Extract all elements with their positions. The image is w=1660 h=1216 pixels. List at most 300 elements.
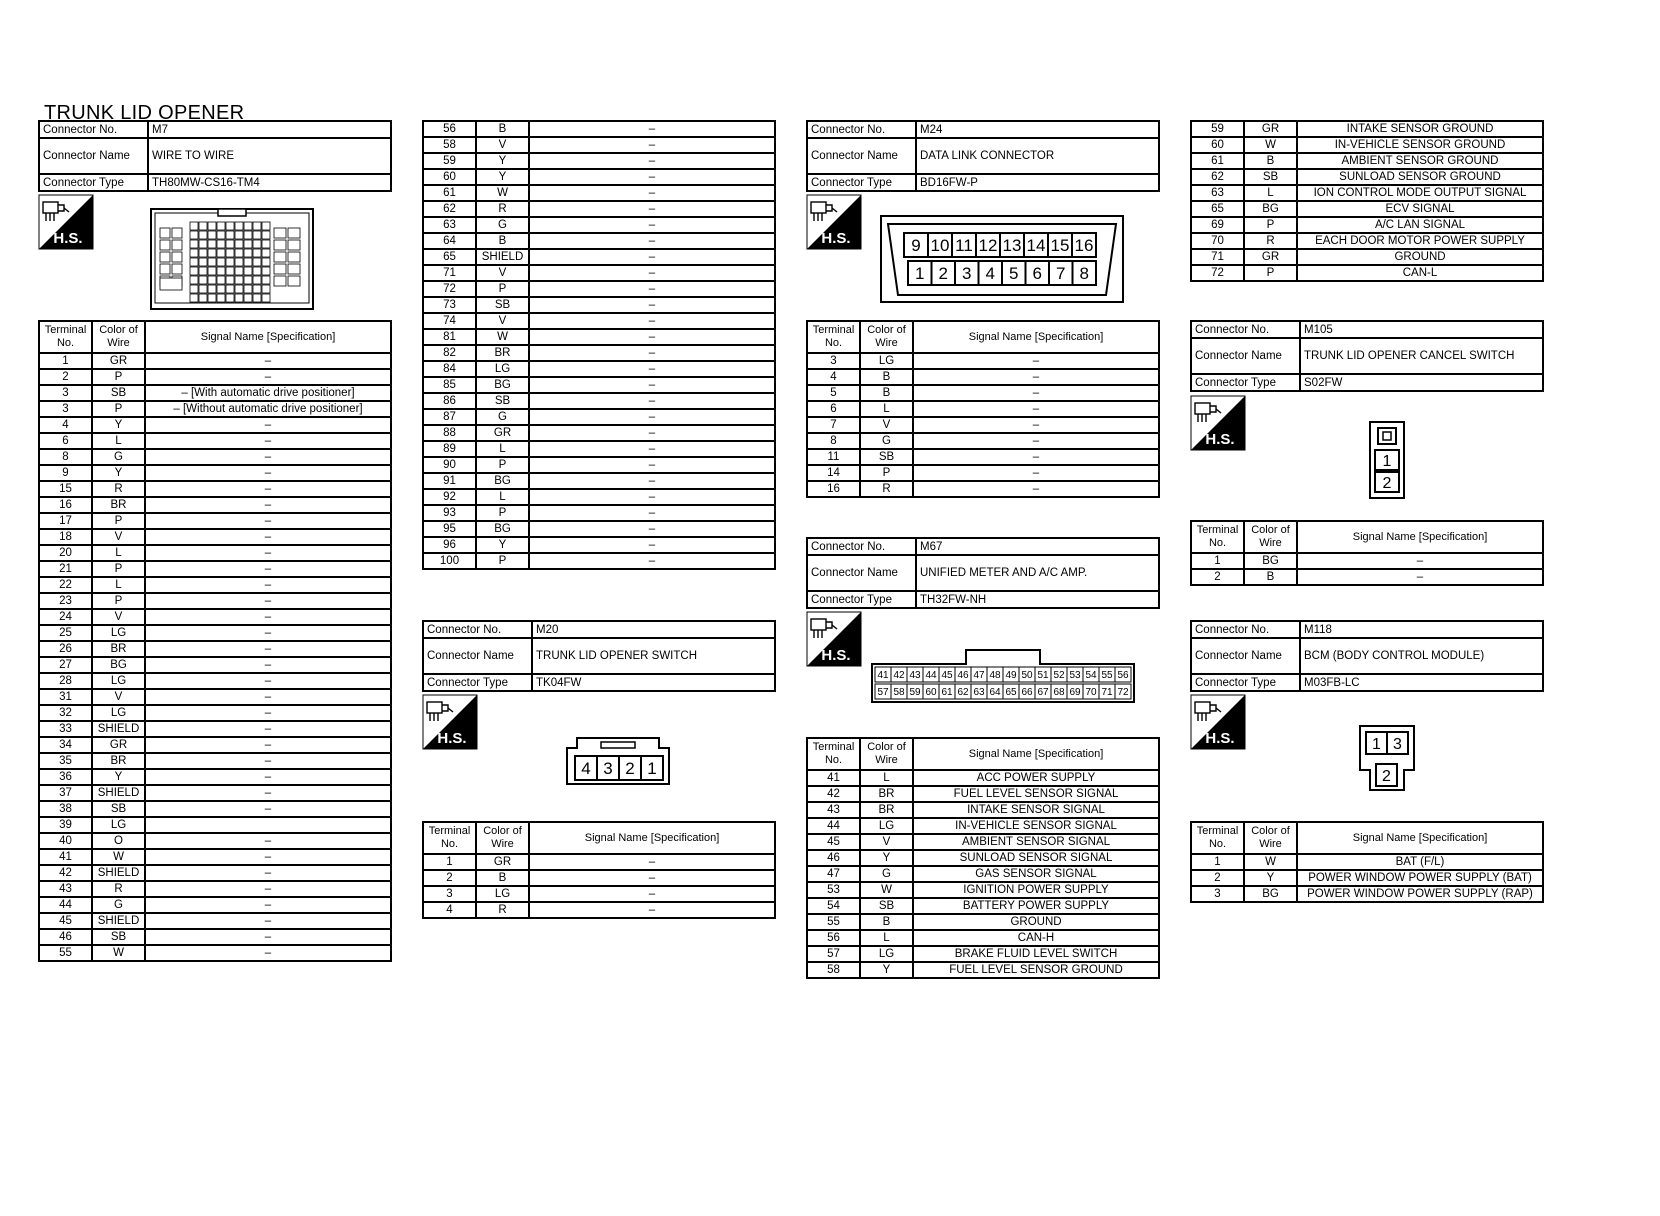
wire-color-cell: BG xyxy=(476,473,529,489)
pin-number: 59 xyxy=(909,687,921,699)
table-row xyxy=(39,833,391,849)
pin-number: 41 xyxy=(877,670,889,682)
signal-cell: – xyxy=(529,345,775,361)
terminal-cell: 2 xyxy=(39,369,92,385)
terminal-cell: 91 xyxy=(423,473,476,489)
terminal-cell: 72 xyxy=(423,281,476,297)
signal-cell: – xyxy=(529,473,775,489)
pin-cavity xyxy=(274,264,286,274)
table-row xyxy=(423,345,775,361)
table-row xyxy=(39,913,391,929)
table-row xyxy=(39,801,391,817)
pin-number: 14 xyxy=(1026,236,1046,256)
terminal-cell: 44 xyxy=(807,818,860,834)
pin-cavity xyxy=(262,249,270,257)
terminal-cell: 46 xyxy=(807,850,860,866)
pin-cavity xyxy=(262,294,270,302)
pin-cavity xyxy=(217,294,225,302)
terminal-cell: 31 xyxy=(39,689,92,705)
table-row xyxy=(807,465,1159,481)
table-row xyxy=(423,329,775,345)
terminal-cell: 42 xyxy=(807,786,860,802)
table-row xyxy=(807,802,1159,818)
table-row xyxy=(39,897,391,913)
table-row xyxy=(807,770,1159,786)
wire-color-cell: P xyxy=(92,369,145,385)
pin-cavity xyxy=(288,240,300,250)
pin-cavity xyxy=(199,231,207,239)
pin-number: 2 xyxy=(1382,474,1392,492)
pin-number: 1 xyxy=(647,759,657,779)
hs-label: H.S. xyxy=(821,647,851,664)
pin-number: 4 xyxy=(985,264,995,284)
signal-cell: BAT (F/L) xyxy=(1297,854,1543,870)
wire-color-cell: GR xyxy=(1244,249,1297,265)
terminal-cell: 63 xyxy=(1191,185,1244,201)
terminal-cell: 39 xyxy=(39,817,92,833)
wire-color-cell: L xyxy=(860,770,913,786)
pin-cavity xyxy=(226,231,234,239)
pin-cavity xyxy=(274,276,286,286)
wire-color-cell: P xyxy=(1244,217,1297,233)
table-row xyxy=(423,870,775,886)
wire-color-cell: L xyxy=(92,433,145,449)
table-row xyxy=(423,473,775,489)
wire-color-cell: BG xyxy=(476,521,529,537)
terminal-cell: 34 xyxy=(39,737,92,753)
table-row xyxy=(807,930,1159,946)
pin-cavity xyxy=(226,222,234,230)
wire-color-cell: BR xyxy=(92,497,145,513)
table-row xyxy=(423,201,775,217)
wire-color-cell: LG xyxy=(92,673,145,689)
terminal-cell: 6 xyxy=(39,433,92,449)
table-row xyxy=(39,513,391,529)
pin-cavity xyxy=(172,252,182,262)
header-color-of-wire: Color of Wire xyxy=(860,321,913,353)
terminal-cell: 53 xyxy=(807,882,860,898)
terminal-cell: 57 xyxy=(807,946,860,962)
header-signal-name: Signal Name [Specification] xyxy=(145,321,391,353)
pin-number: 54 xyxy=(1085,670,1097,682)
wire-color-cell: V xyxy=(92,609,145,625)
header-signal-name: Signal Name [Specification] xyxy=(1297,521,1543,553)
wire-color-cell: SB xyxy=(860,898,913,914)
table-row xyxy=(1191,121,1543,137)
terminal-cell: 33 xyxy=(39,721,92,737)
connector-info-m7 xyxy=(38,120,392,192)
terminal-table-m105 xyxy=(1190,520,1544,586)
wire-color-cell: SB xyxy=(92,385,145,401)
wire-color-cell: B xyxy=(476,233,529,249)
pin-cavity xyxy=(208,267,216,275)
header-terminal-no: Terminal No. xyxy=(1191,822,1244,854)
table-row xyxy=(807,866,1159,882)
harness-side-icon xyxy=(422,694,478,750)
table-row xyxy=(39,353,391,369)
pin-cavity xyxy=(244,267,252,275)
header-color-of-wire: Color of Wire xyxy=(476,822,529,854)
pin-number: 53 xyxy=(1069,670,1081,682)
terminal-cell: 54 xyxy=(807,898,860,914)
terminal-cell: 61 xyxy=(423,185,476,201)
pin-cavity xyxy=(217,285,225,293)
table-row xyxy=(807,914,1159,930)
signal-cell: FUEL LEVEL SENSOR SIGNAL xyxy=(913,786,1159,802)
table-row xyxy=(807,818,1159,834)
terminal-cell: 55 xyxy=(807,914,860,930)
signal-cell: – xyxy=(145,545,391,561)
pin-cavity xyxy=(253,267,261,275)
terminal-cell: 43 xyxy=(39,881,92,897)
terminal-cell: 88 xyxy=(423,425,476,441)
pin-cavity xyxy=(208,285,216,293)
pin-number: 60 xyxy=(925,687,937,699)
wire-color-cell: R xyxy=(92,881,145,897)
header-color-of-wire: Color of Wire xyxy=(92,321,145,353)
terminal-cell: 16 xyxy=(807,481,860,497)
table-row xyxy=(39,865,391,881)
terminal-table-m7b xyxy=(422,120,776,570)
terminal-cell: 85 xyxy=(423,377,476,393)
wire-color-cell: BR xyxy=(860,786,913,802)
table-row xyxy=(1191,153,1543,169)
signal-cell: – xyxy=(145,481,391,497)
wire-color-cell: P xyxy=(92,513,145,529)
table-row xyxy=(423,313,775,329)
pin-number: 48 xyxy=(989,670,1001,682)
header-color-of-wire: Color of Wire xyxy=(860,738,913,770)
wire-color-cell: W xyxy=(92,945,145,961)
signal-cell: – xyxy=(145,497,391,513)
terminal-cell: 65 xyxy=(1191,201,1244,217)
wire-color-cell: B xyxy=(860,385,913,401)
signal-cell: – xyxy=(913,353,1159,369)
connector-info-m67 xyxy=(806,537,1160,609)
signal-cell: – xyxy=(913,369,1159,385)
wire-color-cell: SHIELD xyxy=(92,721,145,737)
wire-color-cell: G xyxy=(860,866,913,882)
wire-color-cell: V xyxy=(92,529,145,545)
terminal-cell: 56 xyxy=(807,930,860,946)
signal-cell: – xyxy=(913,465,1159,481)
terminal-cell: 89 xyxy=(423,441,476,457)
signal-cell: – xyxy=(529,329,775,345)
table-row xyxy=(807,401,1159,417)
pin-cavity xyxy=(226,276,234,284)
signal-cell: – xyxy=(145,801,391,817)
table-row xyxy=(423,281,775,297)
wire-color-cell: BR xyxy=(860,802,913,818)
signal-cell: – xyxy=(529,505,775,521)
wire-color-cell: Y xyxy=(92,769,145,785)
pin-cavity xyxy=(217,240,225,248)
signal-cell: – xyxy=(529,281,775,297)
signal-cell: GAS SENSOR SIGNAL xyxy=(913,866,1159,882)
terminal-cell: 40 xyxy=(39,833,92,849)
wire-color-cell: LG xyxy=(92,705,145,721)
harness-side-icon xyxy=(1190,395,1246,451)
pin-cavity xyxy=(235,222,243,230)
pin-cavity xyxy=(262,258,270,266)
pin-cavity xyxy=(274,252,286,262)
terminal-cell: 32 xyxy=(39,705,92,721)
signal-cell: – xyxy=(529,854,775,870)
table-row xyxy=(1191,886,1543,902)
table-row xyxy=(1191,185,1543,201)
wire-color-cell: L xyxy=(1244,185,1297,201)
wire-color-cell: SB xyxy=(476,393,529,409)
table-row xyxy=(423,553,775,569)
terminal-cell: 35 xyxy=(39,753,92,769)
table-row xyxy=(423,425,775,441)
pin-cavity xyxy=(190,285,198,293)
signal-cell: – xyxy=(145,513,391,529)
table-row xyxy=(39,673,391,689)
pin-cavity xyxy=(262,231,270,239)
signal-cell: – xyxy=(529,553,775,569)
pin-cavity xyxy=(217,276,225,284)
label-connector-type: Connector Type xyxy=(807,174,916,191)
terminal-cell: 71 xyxy=(423,265,476,281)
pin-cavity xyxy=(172,264,182,274)
terminal-cell: 6 xyxy=(807,401,860,417)
wire-color-cell: P xyxy=(476,281,529,297)
terminal-cell: 41 xyxy=(39,849,92,865)
terminal-cell: 18 xyxy=(39,529,92,545)
wire-color-cell: GR xyxy=(92,737,145,753)
table-row xyxy=(39,737,391,753)
connector-face-m118 xyxy=(1356,724,1418,799)
signal-cell: EACH DOOR MOTOR POWER SUPPLY xyxy=(1297,233,1543,249)
wire-color-cell: B xyxy=(476,121,529,137)
table-row xyxy=(1191,854,1543,870)
value-connector-type: S02FW xyxy=(1300,374,1543,391)
table-row xyxy=(39,529,391,545)
wire-color-cell: W xyxy=(860,882,913,898)
signal-cell: – xyxy=(145,705,391,721)
wire-color-cell: W xyxy=(476,185,529,201)
wire-color-cell: SHIELD xyxy=(92,865,145,881)
header-signal-name: Signal Name [Specification] xyxy=(529,822,775,854)
terminal-cell: 36 xyxy=(39,769,92,785)
pin-cavity xyxy=(244,231,252,239)
wire-color-cell: P xyxy=(92,561,145,577)
signal-cell: – xyxy=(145,689,391,705)
table-row xyxy=(423,265,775,281)
pin-number: 50 xyxy=(1021,670,1033,682)
signal-cell: – xyxy=(1297,553,1543,569)
signal-cell: POWER WINDOW POWER SUPPLY (BAT) xyxy=(1297,870,1543,886)
wire-color-cell: B xyxy=(860,369,913,385)
table-row xyxy=(39,929,391,945)
wire-color-cell: B xyxy=(1244,153,1297,169)
signal-cell: – xyxy=(529,902,775,918)
pin-cavity xyxy=(244,276,252,284)
wire-color-cell: L xyxy=(92,577,145,593)
connector-info-m105 xyxy=(1190,320,1544,392)
pin-cavity xyxy=(160,264,170,274)
wire-color-cell: Y xyxy=(476,537,529,553)
pin-cavity xyxy=(226,285,234,293)
pin-cavity xyxy=(244,240,252,248)
pin-number: 47 xyxy=(973,670,985,682)
terminal-cell: 37 xyxy=(39,785,92,801)
pin-cavity xyxy=(160,228,170,238)
signal-cell: ECV SIGNAL xyxy=(1297,201,1543,217)
pin-number: 68 xyxy=(1053,687,1065,699)
pin-cavity xyxy=(235,258,243,266)
table-row xyxy=(807,417,1159,433)
wire-color-cell: B xyxy=(476,870,529,886)
wire-color-cell: P xyxy=(476,553,529,569)
terminal-cell: 17 xyxy=(39,513,92,529)
wire-color-cell: V xyxy=(92,689,145,705)
wire-color-cell: BR xyxy=(92,641,145,657)
wire-color-cell: BG xyxy=(1244,886,1297,902)
terminal-cell: 58 xyxy=(423,137,476,153)
signal-cell: BATTERY POWER SUPPLY xyxy=(913,898,1159,914)
pin-cavity xyxy=(199,285,207,293)
wire-color-cell: G xyxy=(92,897,145,913)
table-row xyxy=(807,369,1159,385)
pin-number: 55 xyxy=(1101,670,1113,682)
terminal-cell: 72 xyxy=(1191,265,1244,281)
wire-color-cell: BG xyxy=(1244,201,1297,217)
page-title: TRUNK LID OPENER xyxy=(44,102,245,124)
signal-cell: IN-VEHICLE SENSOR GROUND xyxy=(1297,137,1543,153)
pin-cavity xyxy=(208,240,216,248)
value-connector-name: WIRE TO WIRE xyxy=(148,138,391,174)
signal-cell: – xyxy=(145,417,391,433)
terminal-cell: 64 xyxy=(423,233,476,249)
signal-cell: – xyxy=(145,625,391,641)
pin-cavity xyxy=(217,222,225,230)
pin-cavity xyxy=(208,231,216,239)
terminal-cell: 60 xyxy=(423,169,476,185)
connector-info-m20 xyxy=(422,620,776,692)
label-connector-name: Connector Name xyxy=(807,138,916,174)
value-connector-name: TRUNK LID OPENER CANCEL SWITCH xyxy=(1300,338,1543,374)
table-row xyxy=(39,945,391,961)
label-connector-no: Connector No. xyxy=(39,121,148,138)
pin-number: 7 xyxy=(1056,264,1066,284)
pin-cavity xyxy=(262,285,270,293)
terminal-cell: 7 xyxy=(807,417,860,433)
pin-number: 8 xyxy=(1079,264,1089,284)
pin-number: 70 xyxy=(1085,687,1097,699)
wire-color-cell: Y xyxy=(860,850,913,866)
wire-color-cell: V xyxy=(476,137,529,153)
label-connector-name: Connector Name xyxy=(1191,338,1300,374)
header-terminal-no: Terminal No. xyxy=(1191,521,1244,553)
pin-cavity xyxy=(172,240,182,250)
terminal-cell: 100 xyxy=(423,553,476,569)
wire-color-cell: LG xyxy=(92,817,145,833)
terminal-cell: 20 xyxy=(39,545,92,561)
table-row xyxy=(39,561,391,577)
pin-number: 11 xyxy=(955,236,973,256)
table-row xyxy=(423,537,775,553)
value-connector-type: TK04FW xyxy=(532,674,775,691)
hs-label: H.S. xyxy=(1205,431,1235,448)
pin-number: 3 xyxy=(1393,735,1402,753)
terminal-cell: 38 xyxy=(39,801,92,817)
wire-color-cell: G xyxy=(92,449,145,465)
terminal-cell: 71 xyxy=(1191,249,1244,265)
table-row xyxy=(1191,201,1543,217)
terminal-cell: 86 xyxy=(423,393,476,409)
wire-color-cell: Y xyxy=(92,417,145,433)
terminal-cell: 28 xyxy=(39,673,92,689)
signal-cell: – xyxy=(145,433,391,449)
signal-cell: – xyxy=(145,929,391,945)
pin-number: 5 xyxy=(1009,264,1019,284)
table-row xyxy=(807,449,1159,465)
terminal-cell: 74 xyxy=(423,313,476,329)
table-row xyxy=(39,769,391,785)
hs-label: H.S. xyxy=(437,730,467,747)
table-row xyxy=(807,385,1159,401)
wire-color-cell: R xyxy=(860,481,913,497)
signal-cell: – xyxy=(913,385,1159,401)
pin-cavity xyxy=(253,258,261,266)
table-row xyxy=(1191,870,1543,886)
table-row xyxy=(423,137,775,153)
terminal-cell: 62 xyxy=(1191,169,1244,185)
wire-color-cell: G xyxy=(860,433,913,449)
value-connector-no: M24 xyxy=(916,121,1159,138)
pin-cavity xyxy=(217,231,225,239)
wire-color-cell: SB xyxy=(92,929,145,945)
label-connector-no: Connector No. xyxy=(807,538,916,555)
table-row xyxy=(807,962,1159,978)
pin-number: 56 xyxy=(1117,670,1129,682)
table-row xyxy=(423,505,775,521)
table-row xyxy=(807,834,1159,850)
terminal-cell: 56 xyxy=(423,121,476,137)
table-row xyxy=(39,849,391,865)
terminal-cell: 14 xyxy=(807,465,860,481)
terminal-cell: 27 xyxy=(39,657,92,673)
label-connector-name: Connector Name xyxy=(807,555,916,591)
terminal-cell: 93 xyxy=(423,505,476,521)
terminal-cell: 95 xyxy=(423,521,476,537)
pin-number: 15 xyxy=(1050,236,1070,256)
terminal-cell: 1 xyxy=(1191,854,1244,870)
pin-cavity xyxy=(160,240,170,250)
signal-cell: ACC POWER SUPPLY xyxy=(913,770,1159,786)
pin-number: 57 xyxy=(877,687,889,699)
table-row xyxy=(39,497,391,513)
signal-cell: – xyxy=(529,313,775,329)
table-row xyxy=(423,886,775,902)
signal-cell: – xyxy=(529,886,775,902)
terminal-table-m118 xyxy=(1190,821,1544,903)
wire-color-cell: SB xyxy=(860,449,913,465)
wire-color-cell: LG xyxy=(476,361,529,377)
pin-number: 1 xyxy=(1372,735,1381,753)
signal-cell: – [With automatic drive positioner] xyxy=(145,385,391,401)
wire-color-cell: R xyxy=(1244,233,1297,249)
pin-cavity xyxy=(226,294,234,302)
table-row xyxy=(39,481,391,497)
header-terminal-no: Terminal No. xyxy=(807,738,860,770)
wire-color-cell: BR xyxy=(92,753,145,769)
wire-color-cell: L xyxy=(92,545,145,561)
terminal-cell: 3 xyxy=(1191,886,1244,902)
pin-cavity xyxy=(226,249,234,257)
